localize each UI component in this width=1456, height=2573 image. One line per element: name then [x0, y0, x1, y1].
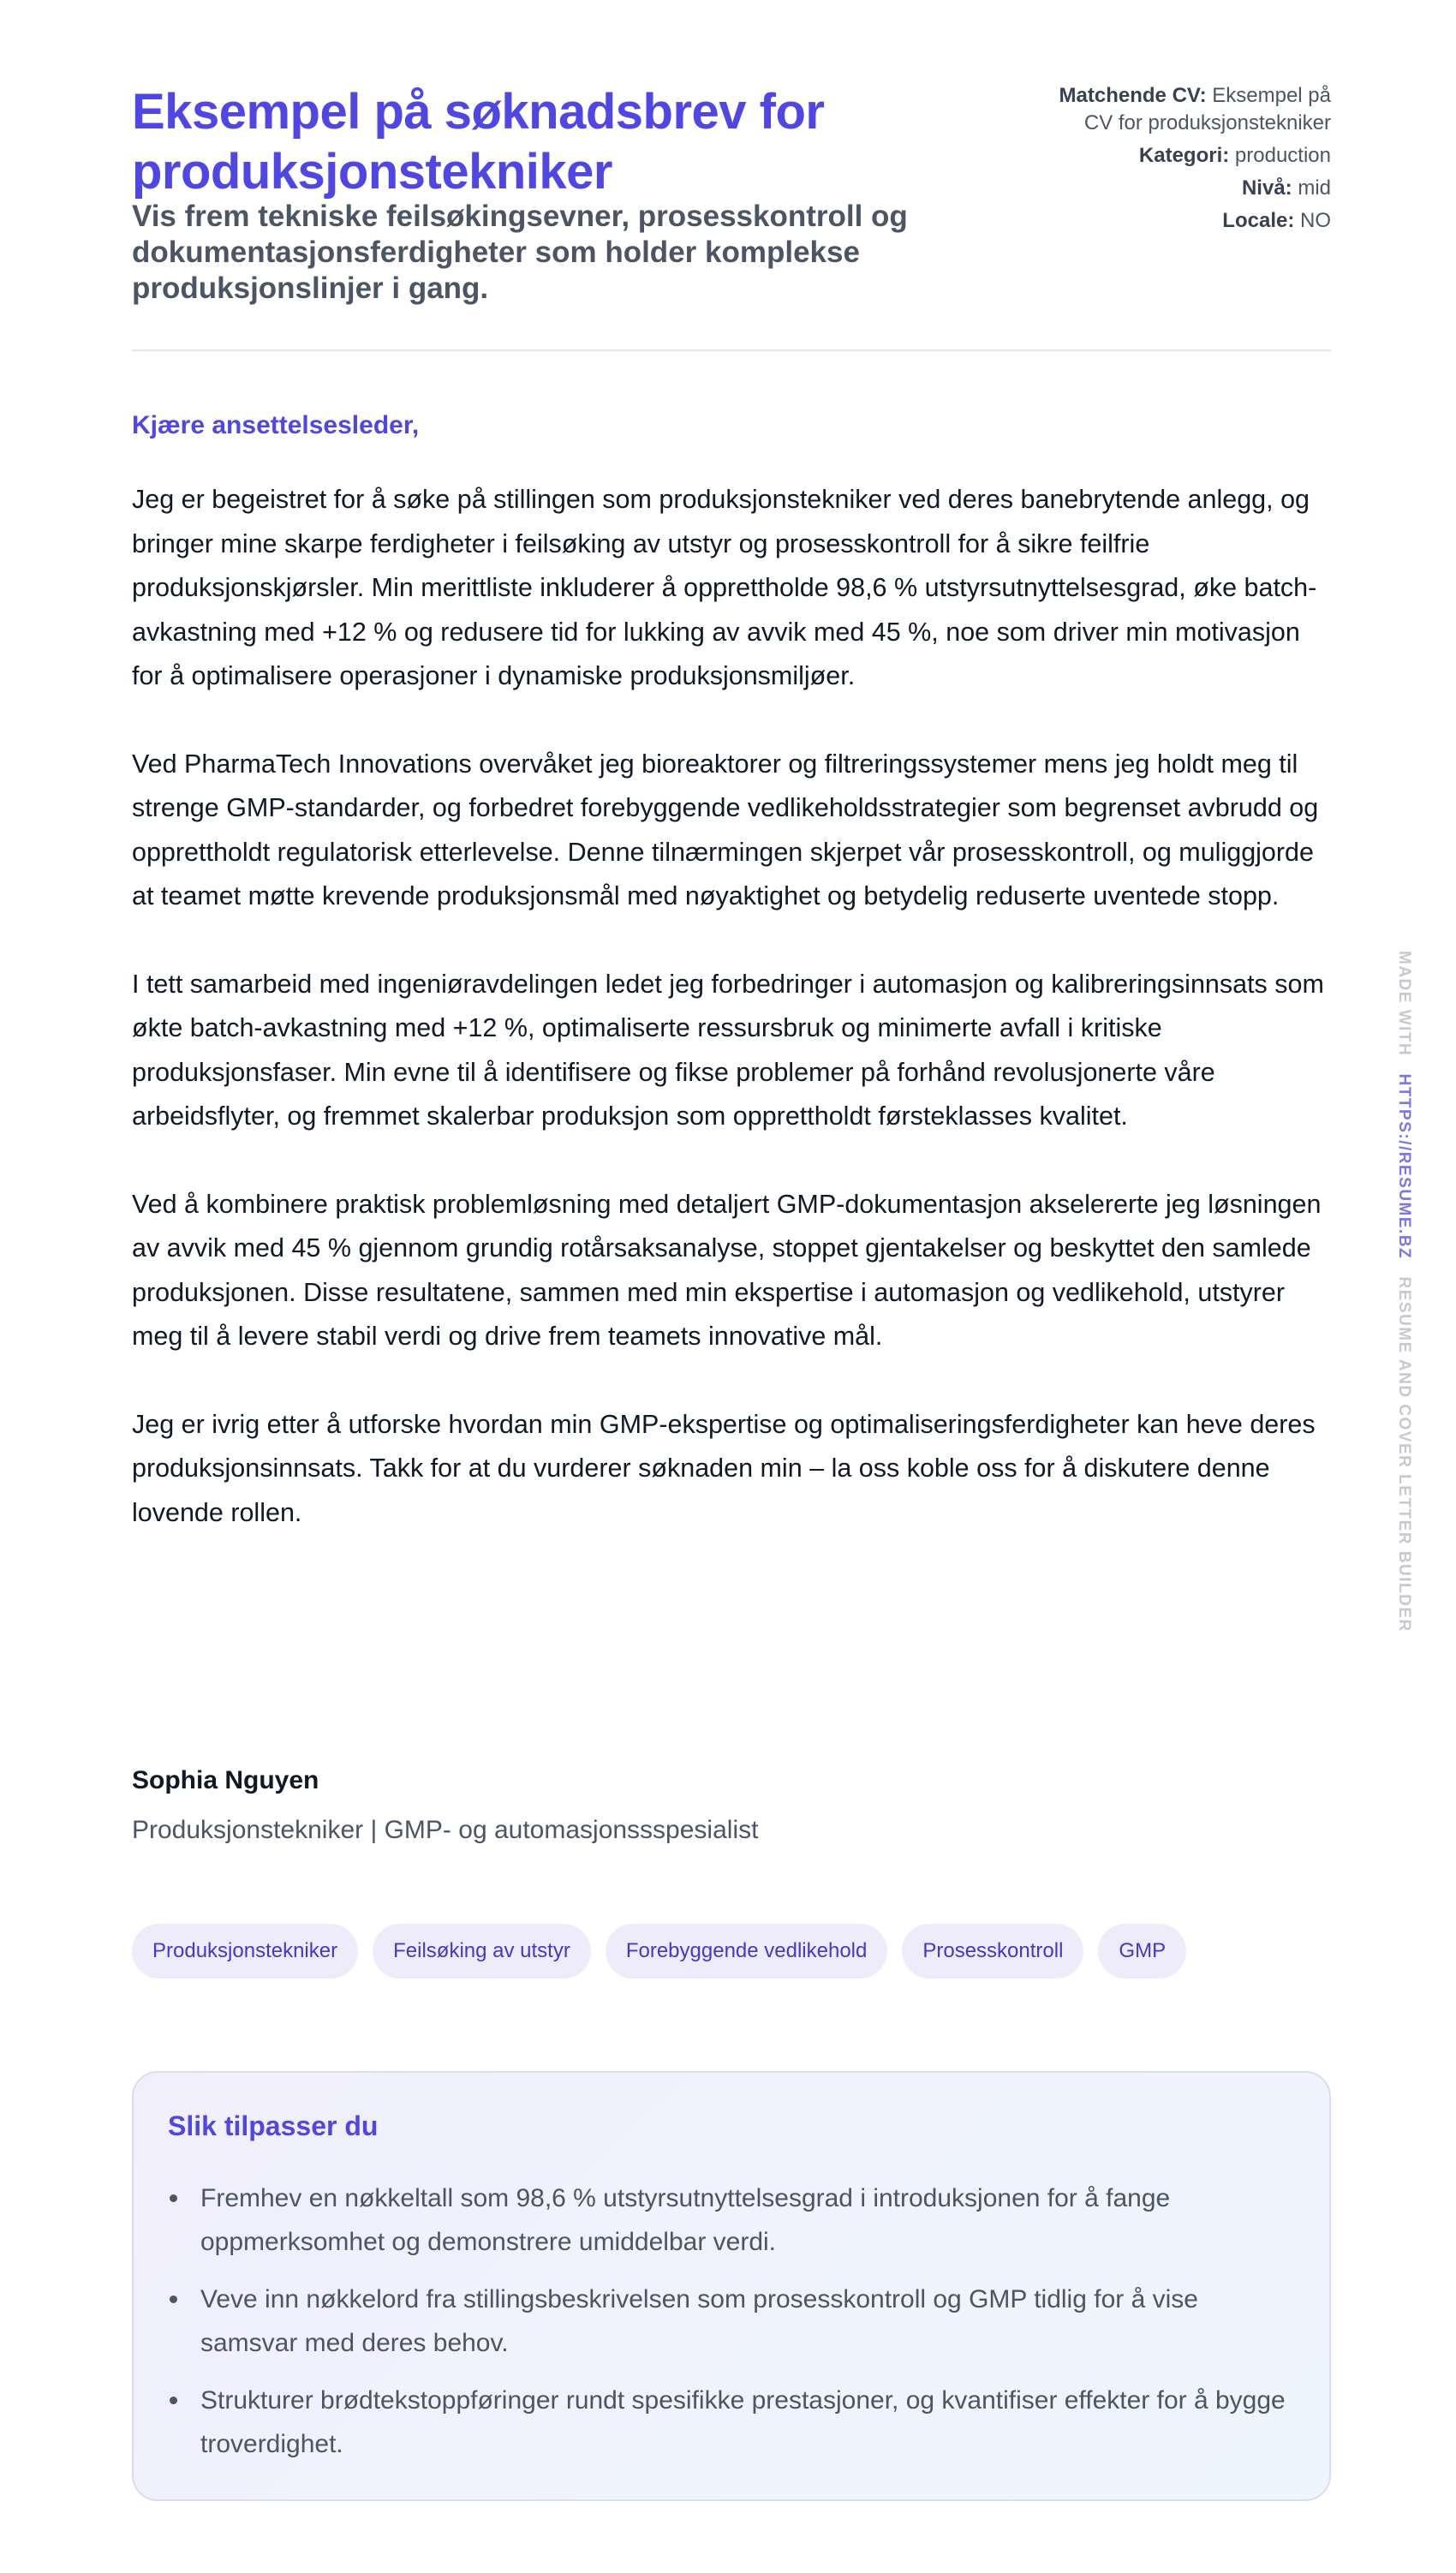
- meta-matching-cv: [1048, 82, 1331, 137]
- meta-label: Locale:: [1222, 209, 1295, 232]
- letter-paragraph: Jeg er ivrig etter å utforske hvordan min GMP-ekspertise og optimaliseringsferdigheter kan heve deres produksjonsinnsats. Takk for at du vurderer søknaden min – la oss koble oss for å diskutere denne lovende rollen.: [132, 1409, 1316, 1527]
- tag-chip[interactable]: Prosesskontroll: [902, 1924, 1083, 1979]
- tag-chip[interactable]: GMP: [1098, 1924, 1186, 1979]
- meta-label: Matchende CV:: [1059, 84, 1207, 107]
- meta-level: [1048, 175, 1331, 202]
- builder-label: RESUME AND COVER LETTER BUILDER: [1395, 1276, 1413, 1633]
- meta-value: production: [1234, 144, 1331, 167]
- letter-body: [132, 478, 1331, 1579]
- meta-label: Nivå:: [1241, 176, 1292, 200]
- meta-info: [1048, 82, 1331, 240]
- tip-item: Strukturer brødtekstoppføringer rundt spesifikke prestasjoner, og kvantifiser effekter for å bygge troverdighet.: [168, 2379, 1295, 2466]
- meta-value: mid: [1298, 176, 1331, 200]
- meta-value: NO: [1300, 209, 1331, 232]
- cover-letter-page: [132, 0, 1331, 2458]
- meta-value[interactable]: Eksempel på CV for produksjonstekniker: [1083, 84, 1331, 134]
- letter-greeting: Kjære ansettelsesleder,: [132, 411, 420, 439]
- tips-title: Slik tilpasser du: [168, 2110, 379, 2141]
- resume-bz-link[interactable]: HTTPS://RESUME.BZ: [1395, 1073, 1413, 1260]
- page-header: [132, 0, 1331, 351]
- letter-paragraph: Ved å kombinere praktisk problemløsning med detaljert GMP-dokumentasjon akselererte jeg løsningen av avvik med 45 % gjennom grundig rotårsaksanalyse, stoppet gjentakelser og beskyttet den samlede produksjonen. Disse resultatene, sammen med min ekspertise i automasjon og vedlikehold, utstyrer meg til å levere stabil verdi og drive frem teamets innovative mål.: [132, 1189, 1322, 1351]
- made-with-label: MADE WITH: [1395, 951, 1413, 1057]
- tag-chip[interactable]: Forebyggende vedlikehold: [606, 1924, 888, 1979]
- letter-paragraph: I tett samarbeid med ingeniøravdelingen ledet jeg forbedringer i automasjon og kalibreringsinnsats som økte batch-avkastning med +12 %, optimaliserte ressursbruk og minimerte avfall i kritiske produksjonsfaser. Min evne til å identifisere og fikse problemer på forhånd revolusjonerte våre arbeidsflyter, og fremmet skalerbar produksjon som opprettholdt førsteklasses kvalitet.: [132, 969, 1324, 1131]
- made-with-sidebar: [1387, 951, 1417, 1653]
- tag-list: [132, 1924, 1186, 1979]
- meta-locale: [1048, 207, 1331, 235]
- page-title: Eksempel på søknadsbrev for produksjonstekniker: [132, 84, 825, 200]
- tips-list: [168, 2176, 1295, 2466]
- signature-title: Produksjonstekniker | GMP- og automasjonssspesialist: [132, 1816, 759, 1844]
- tip-item: Veve inn nøkkelord fra stillingsbeskrivelsen som prosesskontroll og GMP tidlig for å vise samsvar med deres behov.: [168, 2277, 1295, 2365]
- tag-chip[interactable]: Feilsøking av utstyr: [373, 1924, 591, 1979]
- letter-paragraph: Jeg er begeistret for å søke på stillingen som produksjonstekniker ved deres banebrytende anlegg, og bringer mine skarpe ferdigheter i feilsøking av utstyr og prosesskontroll for å sikre feilfrie produksjonskjørsler. Min merittliste inkluderer å opprettholde 98,6 % utstyrsutnyttelsesgrad, øke batch-avkastning med +12 % og redusere tid for lukking av avvik med 45 %, noe som driver min motivasjon for å optimalisere operasjoner i dynamiske produksjonsmiljøer.: [132, 485, 1317, 690]
- tag-chip[interactable]: Produksjonstekniker: [132, 1924, 358, 1979]
- tips-box: [132, 2071, 1331, 2501]
- letter-paragraph: Ved PharmaTech Innovations overvåket jeg bioreaktorer og filtreringssystemer mens jeg holdt meg til strenge GMP-standarder, og forbedret forebyggende vedlikeholdsstrategier som begrenset avbrudd og opprettholdt regulatorisk etterlevelse. Denne tilnærmingen skjerpet vår prosesskontroll, og muliggjorde at teamet møtte krevende produksjonsmål med nøyaktighet og betydelig reduserte uventede stopp.: [132, 749, 1319, 910]
- signature-name: Sophia Nguyen: [132, 1766, 319, 1794]
- meta-label: Kategori:: [1138, 144, 1230, 167]
- tip-item: Fremhev en nøkkeltall som 98,6 % utstyrsutnyttelsesgrad i introduksjonen for å fange oppmerksomhet og demonstrere umiddelbar verdi.: [168, 2176, 1295, 2264]
- page-subtitle: Vis frem tekniske feilsøkingsevner, prosesskontroll og dokumentasjonsferdigheter som holder komplekse produksjonslinjer i gang.: [132, 200, 908, 305]
- meta-category: [1048, 142, 1331, 170]
